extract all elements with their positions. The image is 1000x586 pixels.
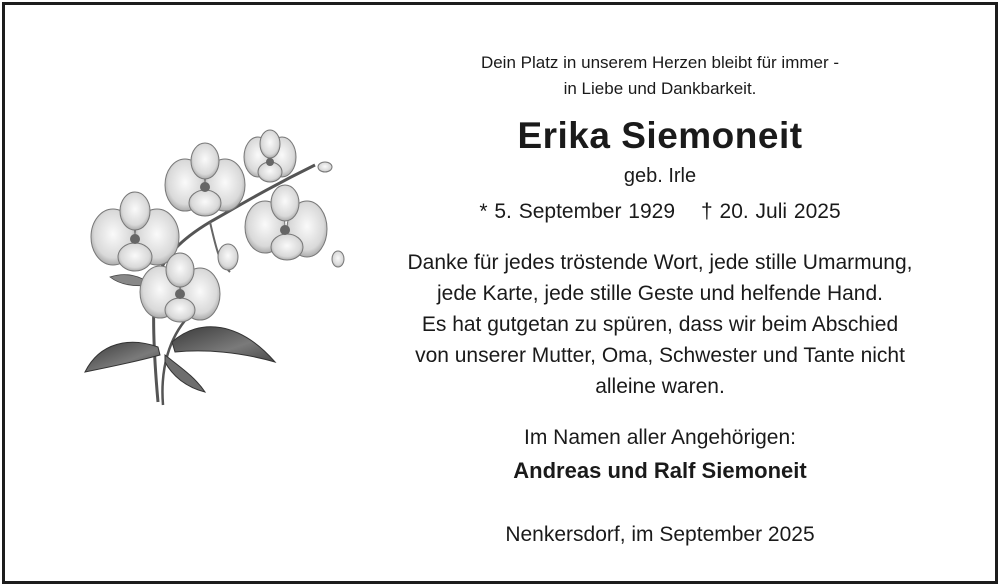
thanks-line: Es hat gutgetan zu spüren, dass wir beim Abschied (421, 313, 899, 336)
thanks-line: Danke für jedes tröstende Wort, jede stille Umarmung, (407, 251, 913, 274)
signature-intro: Im Namen aller Angehörigen: (524, 426, 796, 449)
life-dates (360, 200, 960, 224)
death-date: † 20. Juli 2025 (701, 200, 841, 223)
thanks-line: jede Karte, jede stille Geste und helfende Hand. (437, 282, 883, 305)
motto-line-2: in Liebe und Dankbarkeit. (563, 79, 757, 98)
thanks-line: alleine waren. (595, 375, 725, 398)
birth-date: * 5. September 1929 (479, 200, 676, 223)
birth-name: geb. Irle (623, 165, 697, 187)
orchid-icon (80, 127, 355, 412)
motto (360, 50, 960, 102)
place-date: Nenkersdorf, im September 2025 (505, 523, 815, 546)
thanks-text (360, 247, 960, 402)
deceased-name: Erika Siemoneit (517, 115, 803, 156)
motto-line-1: Dein Platz in unserem Herzen bleibt für immer - (480, 53, 840, 72)
thanks-line: von unserer Mutter, Oma, Schwester und Tante nicht (415, 344, 905, 367)
notice-frame (2, 2, 998, 584)
signers: Andreas und Ralf Siemoneit (513, 458, 807, 483)
